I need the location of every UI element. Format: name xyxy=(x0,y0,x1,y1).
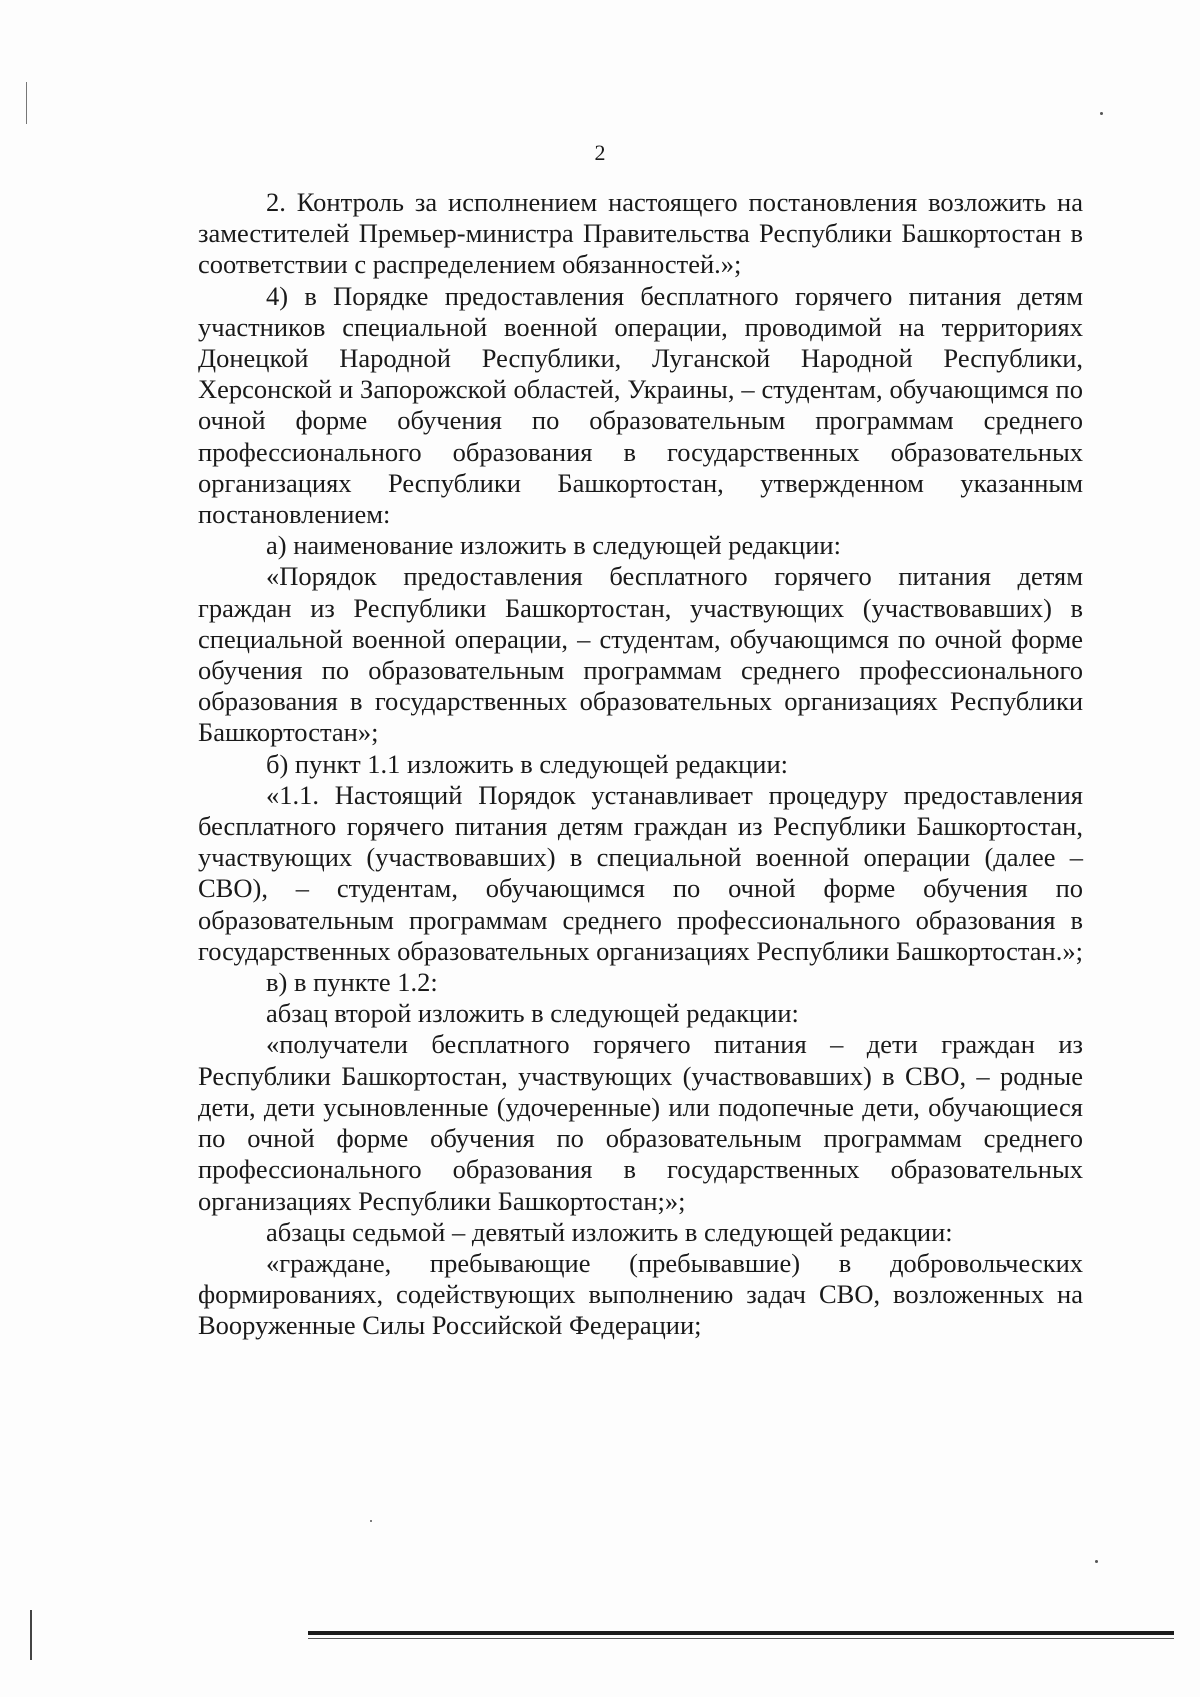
scan-edge-mark xyxy=(26,82,27,124)
document-body xyxy=(198,187,1083,1342)
scan-speck xyxy=(370,1520,372,1522)
paragraph-item-4: 4) в Порядке предоставления бесплатного горячего питания детям участников специальной военной операции, проводимой на территориях Донецкой Народной Республики, Луганской Народной Республики, Херсонской и Запорожской областей, Украины, – студентам, обучающимся по очной форме обучения по образовательным программам среднего профессионального образования в государственных образовательных организациях Республики Башкортостан, утвержденном указанным постановлением: xyxy=(198,280,1083,530)
paragraph-subitem-a: а) наименование изложить в следующей редакции: xyxy=(266,530,841,561)
scan-speck xyxy=(1095,1560,1098,1563)
bottom-scan-line xyxy=(308,1631,1174,1635)
paragraph-new-title: «Порядок предоставления бесплатного горячего питания детям граждан из Республики Башкортостан, участвующих (участвовавших) в специальной военной операции, – студентам, обучающимся по очной форме обучения по образовательным программам среднего профессионального образования в государственных образовательных организациях Республики Башкортостан»; xyxy=(198,561,1083,748)
paragraph-subitem-b: б) пункт 1.1 изложить в следующей редакции: xyxy=(266,748,789,779)
paragraph-second-abzac: абзац второй изложить в следующей редакции: xyxy=(266,998,799,1029)
paragraph-recipients: «получатели бесплатного горячего питания – дети граждан из Республики Башкортостан, участвующих (участвовавших) в СВО, – родные дети, дети усыновленные (удочеренные) или подопечные дети, обучающиеся по очной форме обучения по образовательным программам среднего профессионального образования в государственных образовательных организациях Республики Башкортостан;»; xyxy=(198,1029,1083,1216)
paragraph-abzacy-7-9: абзацы седьмой – девятый изложить в следующей редакции: xyxy=(266,1216,953,1247)
bottom-scan-line-thin xyxy=(308,1638,1174,1639)
paragraph-volunteers: «граждане, пребывающие (пребывавшие) в добровольческих формированиях, содействующих выполнению задач СВО, возложенных на Вооруженные Силы Российской Федерации; xyxy=(198,1247,1083,1341)
scan-speck xyxy=(1100,112,1103,115)
paragraph-subitem-v: в) в пункте 1.2: xyxy=(266,967,438,998)
paragraph-clause-1-1: «1.1. Настоящий Порядок устанавливает процедуру предоставления бесплатного горячего питания детям граждан из Республики Башкортостан, участвующих (участвовавших) в специальной военной операции (далее – СВО), – студентам, обучающимся по очной форме обучения по образовательным программам среднего профессионального образования в государственных образовательных организациях Республики Башкортостан.»; xyxy=(198,779,1083,966)
paragraph-control-clause: 2. Контроль за исполнением настоящего постановления возложить на заместителей Премьер-министра Правительства Республики Башкортостан в соответствии с распределением обязанностей.»; xyxy=(198,187,1083,280)
page-number: 2 xyxy=(594,140,606,165)
scan-edge-mark xyxy=(30,1610,32,1660)
